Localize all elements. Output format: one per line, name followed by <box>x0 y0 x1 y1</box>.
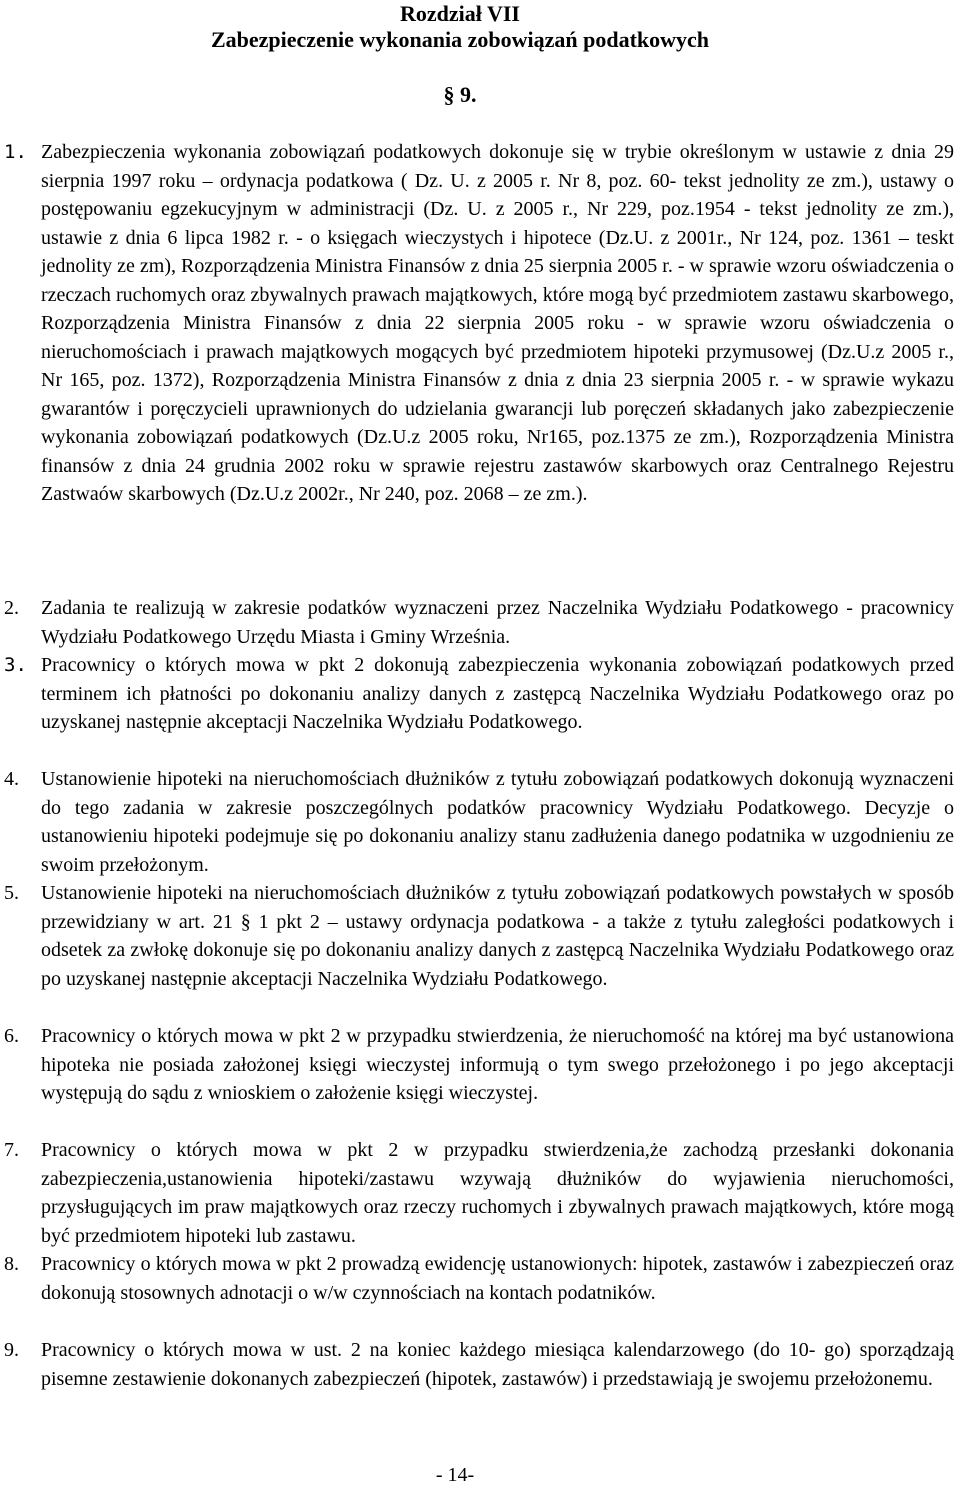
chapter-title: Zabezpieczenie wykonania zobowiązań podatkowych <box>210 27 710 52</box>
item-text: Pracownicy o których mowa w ust. 2 na koniec każdego miesiąca kalendarzowego (do 10- go) sporządzają pisemne zestawienie dokonanych zabezpieczeń (hipotek, zastawów) i przedstawiają je swojemu przełożonemu. <box>41 1339 954 1390</box>
item-number: 5. <box>4 882 19 904</box>
item-text: Pracownicy o których mowa w pkt 2 w przypadku stwierdzenia,że zachodzą przesłanki dokonania zabezpieczenia,ustanowienia hipoteki/zastawu wzywają dłużników do wyjawienia nieruchomości, przysługujących im praw majątkowych oraz rzeczy ruchomych i zbywalnych prawach majątkowych, które mogą być przedmiotem hipoteki lub zastawu. <box>41 1139 954 1247</box>
item-text: Zadania te realizują w zakresie podatków wyznaczeni przez Naczelnika Wydziału Podatkowego - pracownicy Wydziału Podatkowego Urzędu Miasta i Gminy Września. <box>41 597 954 648</box>
item-text: Pracownicy o których mowa w pkt 2 w przypadku stwierdzenia, że nieruchomość na której ma być ustanowiona hipoteka nie posiada założonej księgi wieczystej informują o tym swego przełożonego i po jego akceptacji występują do sądu z wnioskiem o założenie księgi wieczystej. <box>41 1025 954 1104</box>
item-number: 2. <box>4 597 19 619</box>
item-number: 7. <box>4 1139 19 1161</box>
section-mark: § 9. <box>443 82 477 107</box>
item-number: 3. <box>4 654 27 676</box>
item-text: Ustanowienie hipoteki na nieruchomościach dłużników z tytułu zobowiązań podatkowych dokonują wyznaczeni do tego zadania w zakresie poszczególnych podatków pracownicy Wydziału Podatkowego. Decyzje o ustanowieniu hipoteki podejmuje się po dokonaniu analizy stanu zadłużenia danego podatnika w uzgodnieniu ze swoim przełożonym. <box>41 768 954 876</box>
page-number: - 14- <box>435 1464 475 1486</box>
item-number: 9. <box>4 1339 19 1361</box>
item-text: Pracownicy o których mowa w pkt 2 prowadzą ewidencję ustanowionych: hipotek, zastawów i zabezpieczeń oraz dokonują stosownych adnotacji o w/w czynnościach na kontach podatników. <box>41 1253 954 1304</box>
item-number: 6. <box>4 1025 19 1047</box>
item-number: 4. <box>4 768 19 790</box>
item-text: Pracownicy o których mowa w pkt 2 dokonują zabezpieczenia wykonania zobowiązań podatkowych przed terminem ich płatności po dokonaniu analizy danych z zastępcą Naczelnika Wydziału Podatkowego oraz po uzyskanej następnie akceptacji Naczelnika Wydziału Podatkowego. <box>41 654 954 733</box>
item-text: Ustanowienie hipoteki na nieruchomościach dłużników z tytułu zobowiązań podatkowych powstałych w sposób przewidziany w art. 21 § 1 pkt 2 – ustawy ordynacja podatkowa - a także z tytułu zaległości podatkowych i odsetek za zwłokę dokonuje się po dokonaniu analizy danych z zastępcą Naczelnika Wydziału Podatkowego oraz po uzyskanej następnie akceptacji Naczelnika Wydziału Podatkowego. <box>41 882 954 990</box>
chapter-label: Rozdział VII <box>400 1 520 26</box>
item-number: 1. <box>4 141 27 163</box>
item-text: Zabezpieczenia wykonania zobowiązań podatkowych dokonuje się w trybie określonym w ustawie z dnia 29 sierpnia 1997 roku – ordynacja podatkowa ( Dz. U. z 2005 r. Nr 8, poz. 60- tekst jednolity ze zm.), ustawy o postępowaniu egzekucyjnym w administracji (Dz. U. z 2005 r., Nr 229, poz.1954 - tekst jednolity ze zm.), ustawie z dnia 6 lipca 1982 r. - o księgach wieczystych i hipotece (Dz.U. z 2001r., Nr 124, poz. 1361 – teskt jednolity ze zm), Rozporządzenia Ministra Finansów z dnia 25 sierpnia 2005 r. - w sprawie wzoru oświadczenia o rzeczach ruchomych oraz zbywalnych prawach majątkowych, które mogą być przedmiotem zastawu skarbowego, Rozporządzenia Ministra Finansów z dnia 22 sierpnia 2005 roku - w sprawie wzoru oświadczenia o nieruchomościach i prawach majątkowych mogących być przedmiotem hipoteki przymusowej (Dz.U.z 2005 r., Nr 165, poz. 1372), Rozporządzenia Ministra Finansów z dnia z dnia 23 sierpnia 2005 r. - w sprawie wykazu gwarantów i poręczycieli uprawnionych do udzielania gwarancji lub poręczeń składanych jako zabezpieczenie wykonania zobowiązań podatkowych (Dz.U.z 2005 roku, Nr165, poz.1375 ze zm.), Rozporządzenia Ministra finansów z dnia 24 grudnia 2002 roku w sprawie rejestru zastawów skarbowych oraz Centralnego Rejestru Zastwaów skarbowych (Dz.U.z 2002r., Nr 240, poz. 2068 – ze zm.). <box>41 141 954 505</box>
item-number: 8. <box>4 1253 19 1275</box>
